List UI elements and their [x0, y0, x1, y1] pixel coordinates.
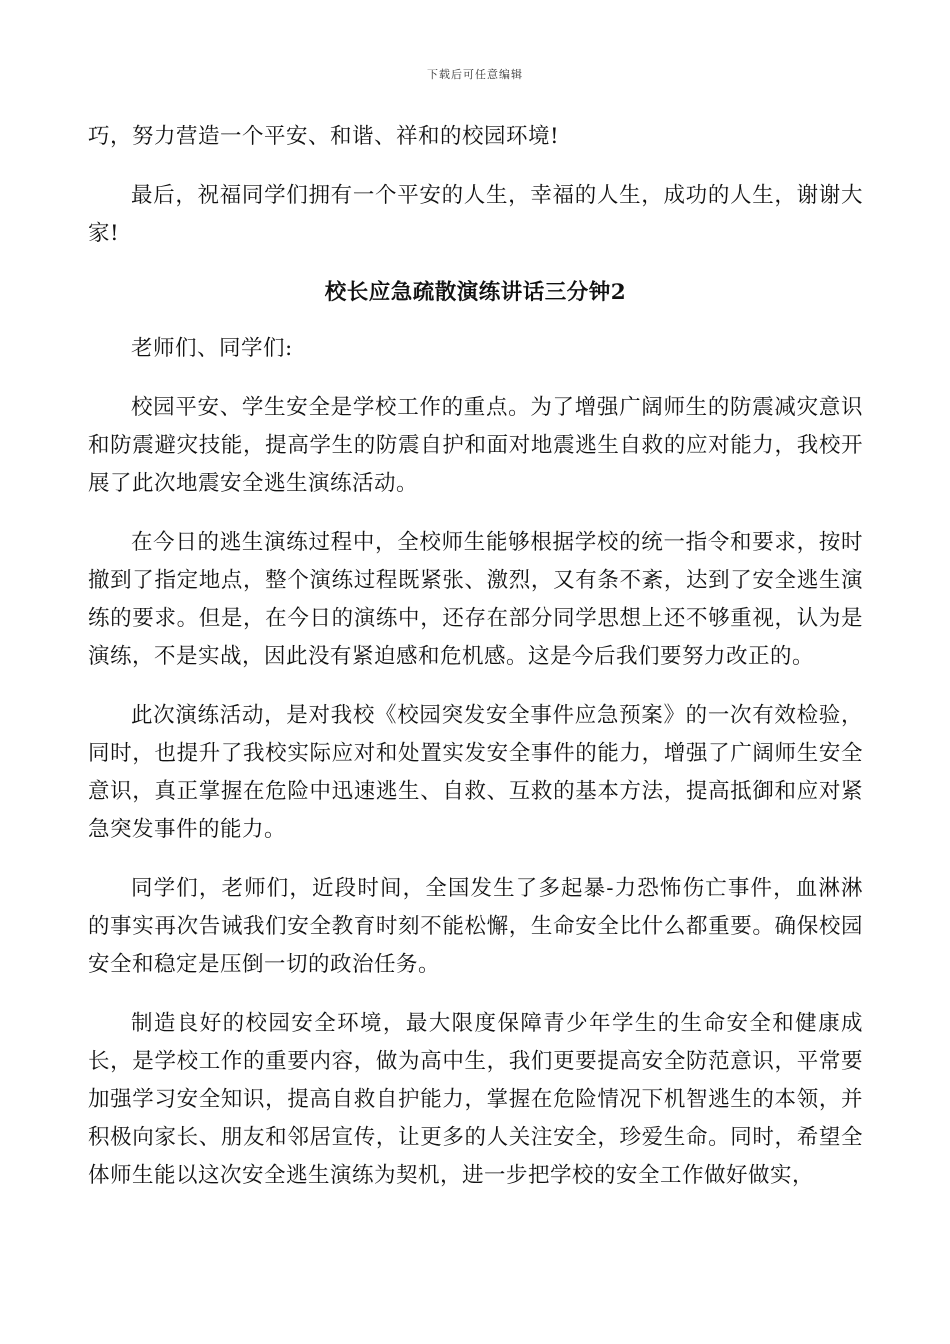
- paragraph-3: 此次演练活动，是对我校《校园突发安全事件应急预案》的一次有效检验，同时，也提升了我校实际应对和处置实发安全事件的能力，增强了广阔师生安全意识，真正掌握在危险中迅速逃生、自救、互救的基本方法，提高抵御和应对紧急突发事件的能力。: [88, 703, 863, 842]
- section-title: 校长应急疏散演练讲话三分钟2: [324, 280, 627, 305]
- page-header-note: 下载后可任意编辑: [427, 68, 523, 81]
- greeting: 老师们、同学们:: [131, 336, 293, 361]
- paragraph-5: 制造良好的校园安全环境，最大限度保障青少年学生的生命安全和健康成长，是学校工作的重要内容，做为高中生，我们更要提高安全防范意识，平常要加强学习安全知识，提高自救自护能力，掌握在危险情况下机智逃生的本领，并积极向家长、朋友和邻居宣传，让更多的人关注安全，珍爱生命。同时，希望全体师生能以这次安全逃生演练为契机，进一步把学校的安全工作做好做实，: [88, 1011, 863, 1188]
- paragraph-4: 同学们，老师们，近段时间，全国发生了多起暴-力恐怖伤亡事件，血淋淋的事实再次告诫我们安全教育时刻不能松懈，生命安全比什么都重要。确保校园安全和稳定是压倒一切的政治任务。: [88, 876, 863, 977]
- paragraph-1: 校园平安、学生安全是学校工作的重点。为了增强广阔师生的防震减灾意识和防震避灾技能，提高学生的防震自护和面对地震逃生自救的应对能力，我校开展了此次地震安全逃生演练活动。: [88, 395, 863, 496]
- paragraph-continuation: 巧，努力营造一个平安、和谐、祥和的校园环境!: [88, 124, 560, 149]
- paragraph-closing-wishes: 最后，祝福同学们拥有一个平安的人生，幸福的人生，成功的人生，谢谢大家!: [88, 183, 863, 246]
- document-body: [88, 118, 863, 1216]
- paragraph-2: 在今日的逃生演练过程中，全校师生能够根据学校的统一指令和要求，按时撤到了指定地点，整个演练过程既紧张、激烈，又有条不紊，达到了安全逃生演练的要求。但是，在今日的演练中，还存在部分同学思想上还不够重视，认为是演练，不是实战，因此没有紧迫感和危机感。这是今后我们要努力改正的。: [88, 530, 863, 669]
